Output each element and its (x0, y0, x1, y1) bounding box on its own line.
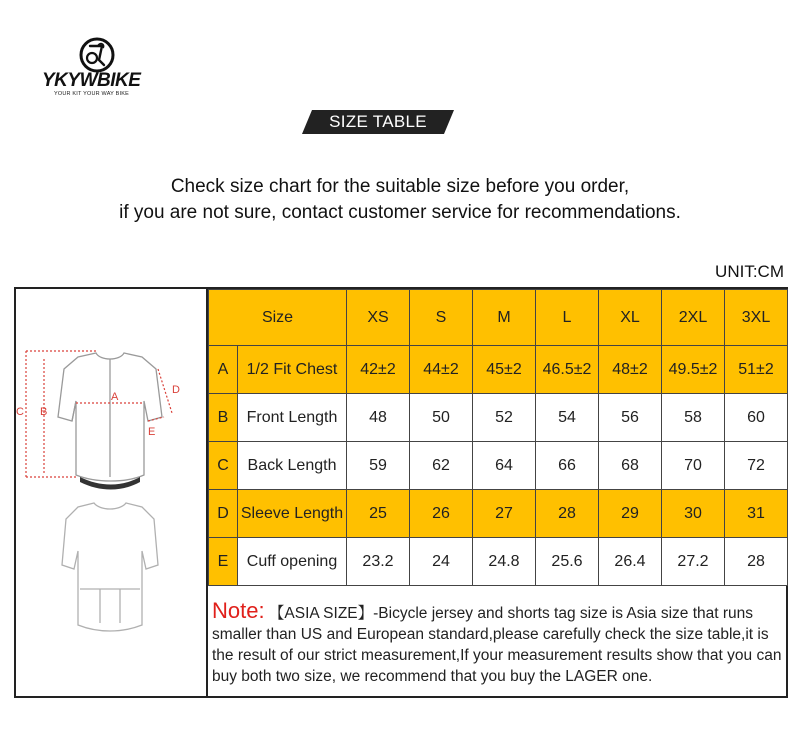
table-row (209, 538, 788, 586)
header-size-2xl: 2XL (662, 290, 725, 346)
table-cell: 26.4 (599, 538, 662, 586)
diagram-label-b: B (40, 406, 48, 418)
table-cell: 59 (347, 442, 410, 490)
table-cell: 72 (725, 442, 788, 490)
table-cell: 25 (347, 490, 410, 538)
table-cell: 58 (662, 394, 725, 442)
table-cell: 68 (599, 442, 662, 490)
diagram-label-d: D (172, 384, 180, 396)
table-cell: 45±2 (473, 346, 536, 394)
table-cell: 51±2 (725, 346, 788, 394)
table-cell: 52 (473, 394, 536, 442)
row-label: Sleeve Length (238, 490, 347, 538)
row-letter: E (209, 538, 238, 586)
table-cell: 62 (410, 442, 473, 490)
brand-logo (40, 36, 155, 98)
table-cell: 56 (599, 394, 662, 442)
row-letter: A (209, 346, 238, 394)
table-cell: 25.6 (536, 538, 599, 586)
table-cell: 48 (347, 394, 410, 442)
diagram-label-e: E (148, 426, 156, 438)
table-cell: 44±2 (410, 346, 473, 394)
table-cell: 49.5±2 (662, 346, 725, 394)
row-label: Back Length (238, 442, 347, 490)
brand-name: YKYWBIKE (42, 70, 141, 91)
header-size-xs: XS (347, 290, 410, 346)
table-cell: 27 (473, 490, 536, 538)
header-size-label: Size (209, 290, 347, 346)
note-title: Note: (212, 598, 265, 623)
table-cell: 50 (410, 394, 473, 442)
row-label: Cuff opening (238, 538, 347, 586)
header-size-s: S (410, 290, 473, 346)
row-letter: B (209, 394, 238, 442)
jersey-measurement-diagram (16, 289, 206, 696)
note-text: 【ASIA SIZE】-Bicycle jersey and shorts tag size is Asia size that runs smaller than US and European standard,please carefully check the size table,it is the result of our strict measurement,If your measurement results show that you can buy both two size, we recommend that you buy the LAGER one. (212, 605, 782, 685)
header-size-l: L (536, 290, 599, 346)
table-cell: 42±2 (347, 346, 410, 394)
intro-line-1: Check size chart for the suitable size before you order, (170, 176, 630, 197)
table-cell: 66 (536, 442, 599, 490)
intro-line-2: if you are not sure, contact customer service for recommendations. (119, 202, 681, 223)
unit-label: UNIT:CM (715, 262, 784, 281)
bicycle-ring-icon (78, 36, 116, 74)
table-cell: 27.2 (662, 538, 725, 586)
table-header-row (209, 290, 788, 346)
brand-tagline: YOUR KIT YOUR WAY BIKE (54, 91, 130, 97)
table-cell: 60 (725, 394, 788, 442)
table-cell: 54 (536, 394, 599, 442)
diagram-label-c: C (16, 406, 24, 418)
table-cell: 23.2 (347, 538, 410, 586)
size-note (212, 600, 784, 687)
table-cell: 24 (410, 538, 473, 586)
row-label: Front Length (238, 394, 347, 442)
size-table-banner (302, 110, 454, 134)
table-row (209, 442, 788, 490)
table-cell: 48±2 (599, 346, 662, 394)
row-letter: D (209, 490, 238, 538)
table-row (209, 490, 788, 538)
header-size-xl: XL (599, 290, 662, 346)
table-cell: 31 (725, 490, 788, 538)
size-table (208, 289, 788, 586)
table-cell: 70 (662, 442, 725, 490)
table-cell: 28 (536, 490, 599, 538)
table-cell: 28 (725, 538, 788, 586)
diagram-label-a: A (111, 391, 119, 403)
table-cell: 30 (662, 490, 725, 538)
header-size-3xl: 3XL (725, 290, 788, 346)
banner-title: SIZE TABLE (329, 112, 427, 131)
row-label: 1/2 Fit Chest (238, 346, 347, 394)
table-cell: 26 (410, 490, 473, 538)
table-row (209, 346, 788, 394)
table-cell: 46.5±2 (536, 346, 599, 394)
table-cell: 24.8 (473, 538, 536, 586)
table-cell: 29 (599, 490, 662, 538)
table-cell: 64 (473, 442, 536, 490)
table-row (209, 394, 788, 442)
header-size-m: M (473, 290, 536, 346)
row-letter: C (209, 442, 238, 490)
